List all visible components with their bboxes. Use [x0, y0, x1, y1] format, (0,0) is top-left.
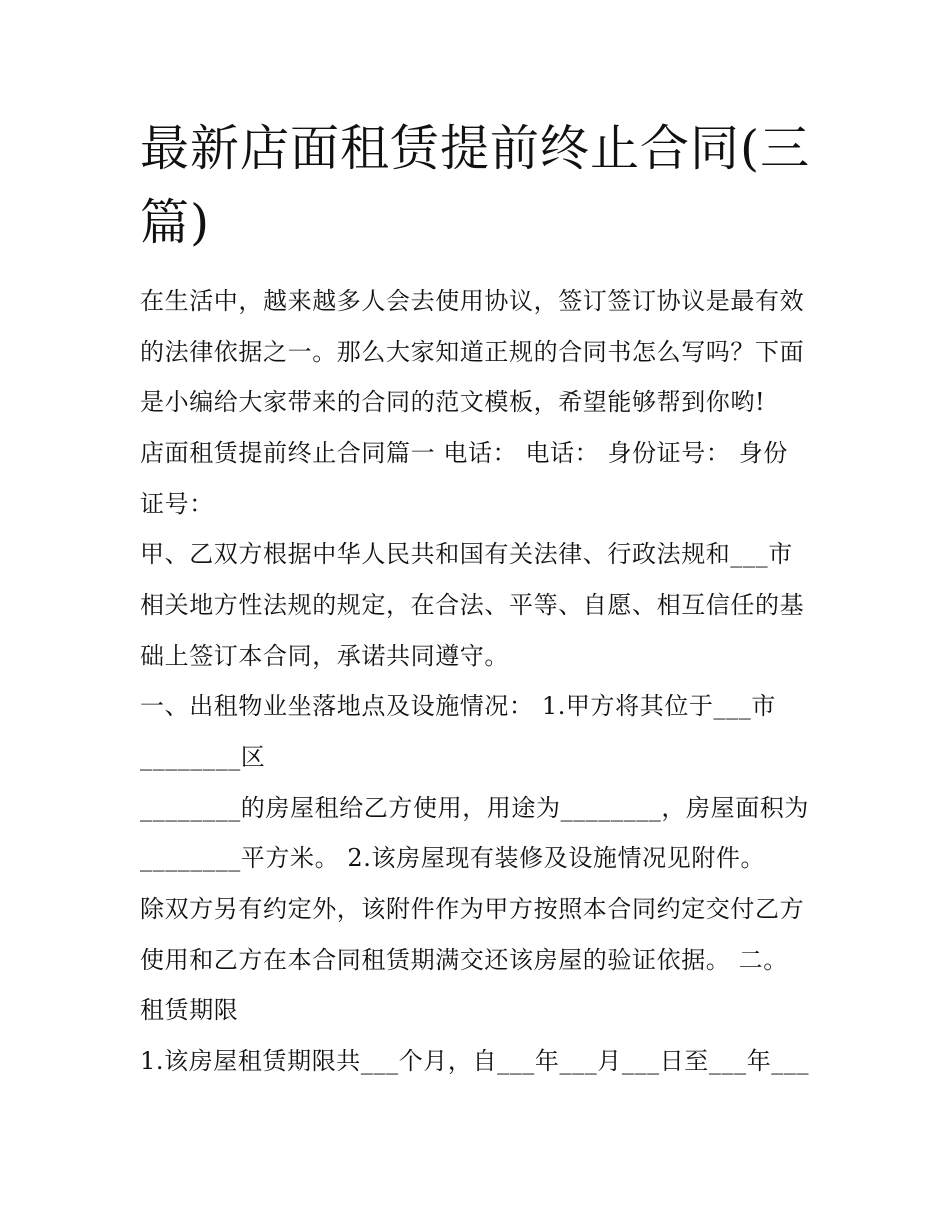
body-line-4: 店面租赁提前终止合同篇一 电话： 电话： 身份证号： 身份 — [140, 439, 788, 467]
body-line-3: 是小编给大家带来的合同的范文模板，希望能够帮到你哟! — [140, 388, 766, 416]
body-line-7: 相关地方性法规的规定，在合法、平等、自愿、相互信任的基 — [140, 591, 805, 619]
body-line-9: 一、出租物业坐落地点及设施情况： 1.甲方将其位于___市 — [140, 692, 776, 720]
body-line-14: 使用和乙方在本合同租赁期满交还该房屋的验证依据。 二。 — [140, 946, 788, 974]
document-title: 最新店面租赁提前终止合同(三篇) — [140, 120, 811, 251]
body-line-5: 证号： — [140, 490, 214, 518]
body-line-15: 租赁期限 — [140, 996, 239, 1024]
body-line-6: 甲、乙双方根据中华人民共和国有关法律、行政法规和___市 — [140, 540, 793, 568]
body-line-12: ________平方米。 2.该房屋现有装修及设施情况见附件。 — [140, 844, 766, 872]
body-line-16: 1.该房屋租赁期限共___个月，自___年___月___日至___年___ — [140, 1047, 810, 1075]
body-line-13: 除双方另有约定外，该附件作为甲方按照本合同约定交付乙方 — [140, 895, 805, 923]
body-line-2: 的法律依据之一。那么大家知道正规的合同书怎么写吗？下面 — [140, 338, 805, 366]
body-line-8: 础上签订本合同，承诺共同遵守。 — [140, 642, 509, 670]
body-line-1: 在生活中，越来越多人会去使用协议，签订签订协议是最有效 — [140, 287, 805, 315]
body-line-10: ________区 — [140, 743, 266, 771]
body-line-11: ________的房屋租给乙方使用，用途为________，房屋面积为 — [140, 794, 809, 822]
